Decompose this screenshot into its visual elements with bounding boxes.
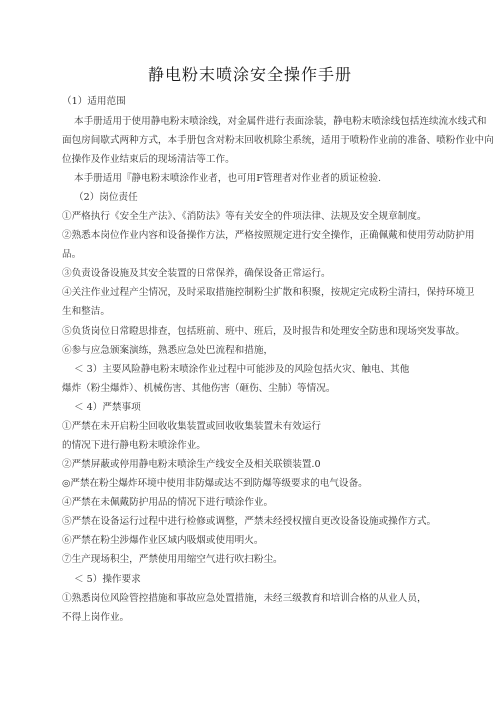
text-line: 不得上岗作业。 — [62, 612, 130, 623]
text-line: ＜ 5）操作要求 — [74, 574, 141, 585]
text-line: ⑥参与应急颁案演练，熟悉应急处巴流程和措施， — [62, 345, 274, 356]
text-line: 生和整洁。 — [62, 306, 110, 317]
text-line: 面包房间歇式两种方式，本手册包含对粉末回收机除尘系统，适用于喷粉作业前的准备、喷粉作业中向 — [62, 135, 494, 146]
text-line: （2）岗位责任 — [74, 192, 138, 203]
page-title: 静电粉末喷涂安全操作手册 — [147, 65, 352, 84]
text-line: ②熟悉本岗位作业内容和设备操作方法，严格按照规定进行安全操作，正确佩戴和使用劳动防护用 — [62, 230, 475, 241]
text-line: ②严禁屏蔽或停用静电粉末喷涂生产线安全及相关联锁装置.0 — [62, 459, 321, 470]
text-line: （1）适用范围 — [62, 96, 126, 107]
text-line: 的情况下进行静电粉末喷涂作业。 — [62, 440, 206, 451]
text-line: ◎严禁在粉尘爆炸环境中使用非防爆或达不到防爆等级要求的电气设备。 — [62, 478, 368, 489]
text-line: ①严格执行《安全生产法》、《消防法》等有关安全的件项法律、法规及安全规章制度。 — [62, 211, 427, 222]
text-line: ＜ 4）严禁事项 — [74, 402, 141, 413]
text-line: 位操作及作业结束后的现场清洁等工作。 — [62, 154, 235, 165]
text-line: ⑦生产现场积尘，严禁使用用缩空气进行吹扫粉尘。 — [62, 554, 283, 565]
text-line: ①熟悉岗位风险管控措施和事故应急处置措施，未经三级教育和培训合格的从业人员， — [62, 593, 427, 604]
text-line: ①严禁在未开启粉尘回收收集装置或回收收集装置未有效运行 — [62, 421, 322, 432]
text-line: ⑤负货岗位日常瞪思排查，包括班前、班中、班后，及时报告和处理安全防患和现场突发事故。 — [62, 326, 465, 337]
text-line: 品。 — [62, 249, 82, 260]
text-line: ⑥严禁在粉尘涉爆作业区域内吸烟或使用明火。 — [62, 535, 264, 546]
text-line: ⑤严禁在设备运行过程中进行检修或调整，严禁未经授权擅自更改设备设施或操作方式。 — [62, 516, 437, 527]
text-line: ④严禁在未佩戴防护用品的情况下进行喷涂作业。 — [62, 497, 274, 508]
text-line: 本手册适用『静电粉末喷涂作业者，也可用F管理者对作业者的质证检验. — [74, 173, 382, 184]
text-line: ③负责设备设施及其安全装置的日常保养，确保设备正常运行。 — [62, 268, 331, 279]
text-line: ④关注作业过程产尘情况，及时采取措施控制粉尘扩散和积聚，按规定完成粉尘清扫，保持环境卫 — [62, 287, 475, 298]
text-line: 爆炸（粉尘爆炸）、机械伤害、其他伤害（砸伤、尘肺）等情况。 — [62, 383, 336, 394]
text-line: 本手册适用于使用静电粉末喷涂线，对金属件进行表面涂装，静电粉末喷涂线包括连续流水线式和 — [74, 116, 487, 127]
text-line: ＜ 3）主要风险静电粉末喷涂作业过程中可能涉及的风险包括火灾、触电、其他 — [74, 364, 410, 375]
